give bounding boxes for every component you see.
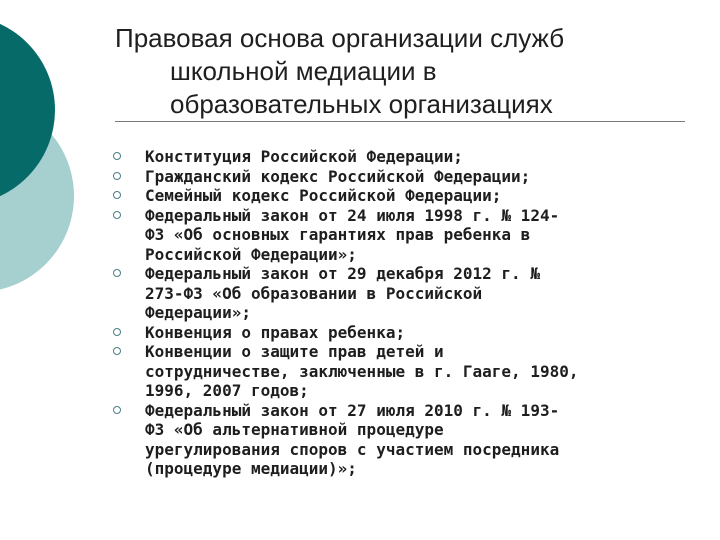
circle-bullet-icon xyxy=(113,406,121,414)
title-divider xyxy=(115,121,685,122)
list-item xyxy=(113,401,693,479)
decorative-circles xyxy=(0,0,110,300)
list-item-text: Семейный кодекс Российской Федерации; xyxy=(145,186,502,205)
title-line-3: образовательных организациях xyxy=(170,89,553,119)
list-item-text: (процедуре медиации)»; xyxy=(145,459,357,478)
list-item-text: урегулирования споров с участием посредника xyxy=(145,439,560,459)
list-item xyxy=(113,206,693,265)
title-line-2: школьной медиации в xyxy=(170,56,437,86)
circle-bullet-icon xyxy=(113,269,121,277)
list-item xyxy=(113,323,693,343)
list-item xyxy=(113,167,693,187)
list-item-text: ФЗ «Об основных гарантиях прав ребенка в xyxy=(145,225,531,244)
list-item xyxy=(113,147,693,167)
title-line-1: Правовая основа организации служб xyxy=(115,23,565,53)
circle-bullet-icon xyxy=(113,328,121,336)
circle-bullet-icon xyxy=(113,172,121,180)
slide-title xyxy=(115,22,695,121)
list-item-text: Гражданский кодекс Российской Федерации; xyxy=(145,166,531,186)
list-item-text: ФЗ «Об альтернативной процедуре xyxy=(145,420,444,439)
list-item-text: Федеральный закон от 29 декабря 2012 г. № xyxy=(145,264,540,283)
list-item-text: Федеральный закон от 24 июля 1998 г. № 124- xyxy=(145,205,560,225)
list-item-text: Российской Федерации»; xyxy=(145,244,357,264)
circle-bullet-icon xyxy=(113,211,121,219)
list-item-text: Федеральный закон от 27 июля 2010 г. № 193- xyxy=(145,400,560,420)
list-item-text: Федерации»; xyxy=(145,303,251,322)
list-item-text: 1996, 2007 годов; xyxy=(145,381,309,400)
list-item xyxy=(113,264,693,323)
list-item-text: Конституция Российской Федерации; xyxy=(145,147,463,166)
legal-basis-list xyxy=(113,147,693,479)
list-item-text: сотрудничестве, заключенные в г. Гааге, 1980, xyxy=(145,361,579,381)
list-item xyxy=(113,186,693,206)
circle-bullet-icon xyxy=(113,152,121,160)
list-item-text: 273-ФЗ «Об образовании в Российской xyxy=(145,283,483,303)
list-item-text: Конвенция о правах ребенка; xyxy=(145,322,406,342)
list-item-text: Конвенции о защите прав детей и xyxy=(145,342,444,361)
list-item xyxy=(113,342,693,401)
circle-bullet-icon xyxy=(113,347,121,355)
circle-bullet-icon xyxy=(113,191,121,199)
circles-graphic xyxy=(0,0,110,300)
